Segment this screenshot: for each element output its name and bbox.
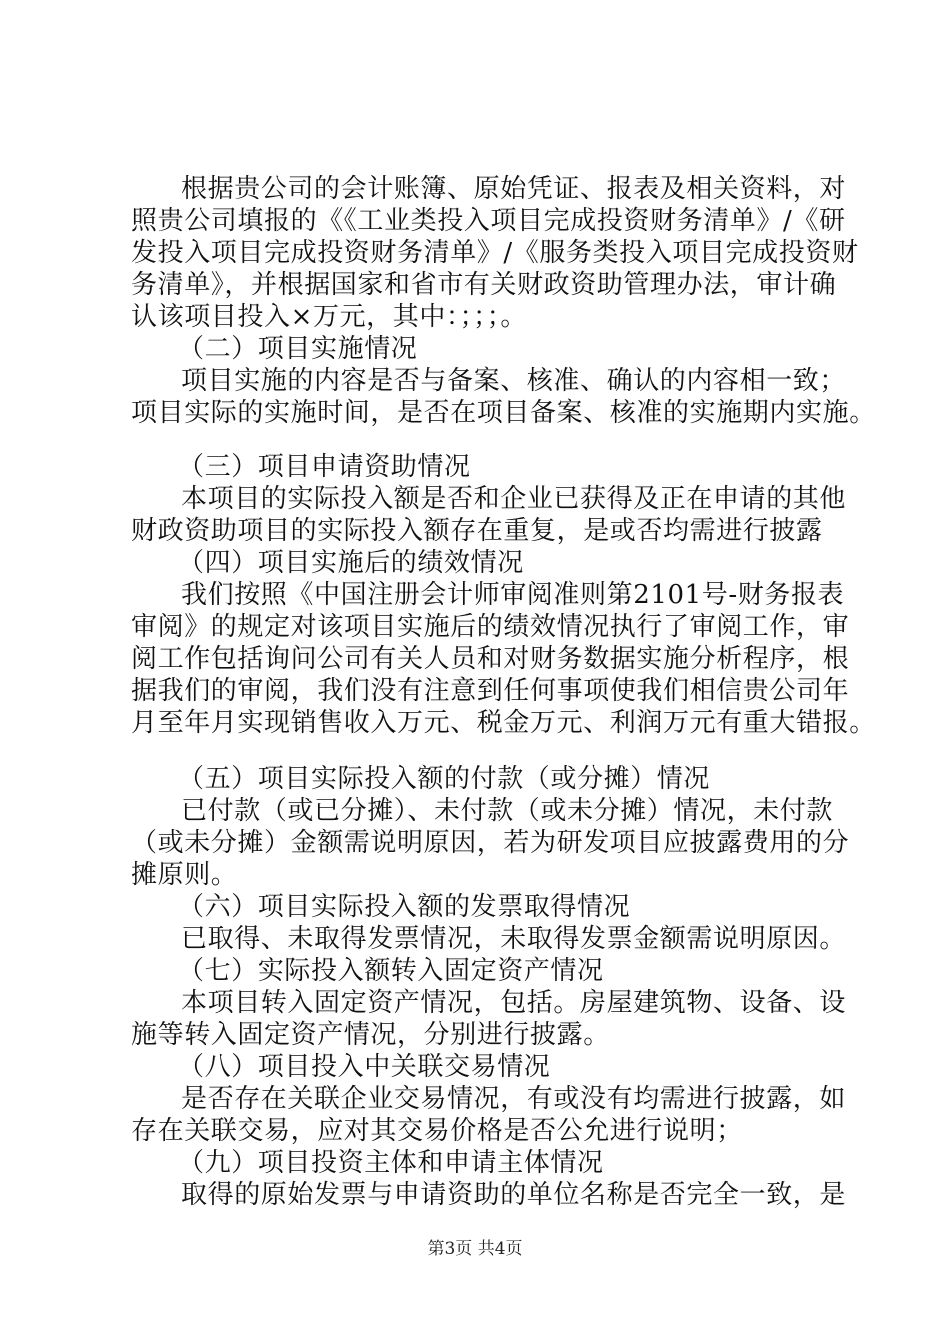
section-heading: （四）项目实施后的绩效情况	[178, 548, 524, 578]
text-line: 存在关联交易，应对其交易价格是否公允进行说明；	[131, 1116, 743, 1146]
text-line: 项目实际的实施时间，是否在项目备案、核准的实施期内实施。	[131, 398, 876, 428]
text-line: 取得的原始发票与申请资助的单位名称是否完全一致，是	[181, 1180, 847, 1210]
text-line: 务清单》，并根据国家和省市有关财政资助管理办法，审计确	[131, 270, 837, 300]
section-heading: （二）项目实施情况	[178, 334, 418, 364]
text-line: 照贵公司填报的《《工业类投入项目完成投资财务清单》/《研	[131, 206, 846, 236]
text-line: 施等转入固定资产情况，分别进行披露。	[131, 1020, 610, 1050]
text-line: 据我们的审阅，我们没有注意到任何事项使我们相信贵公司年	[131, 676, 850, 706]
text-line: 已取得、未取得发票情况，未取得发票金额需说明原因。	[181, 924, 847, 954]
text-line: （或未分摊）金额需说明原因，若为研发项目应披露费用的分	[131, 828, 850, 858]
text-line: 已付款（或已分摊）、未付款（或未分摊）情况，未付款	[181, 796, 834, 826]
section-heading: （九）项目投资主体和申请主体情况	[178, 1148, 604, 1178]
section-heading: （八）项目投入中关联交易情况	[178, 1052, 551, 1082]
section-heading: （七）实际投入额转入固定资产情况	[178, 956, 604, 986]
text-line: 审阅》的规定对该项目实施后的绩效情况执行了审阅工作，审	[131, 612, 850, 642]
text-line: 项目实施的内容是否与备案、核准、确认的内容相一致；	[181, 366, 847, 396]
section-heading: （五）项目实际投入额的付款（或分摊）情况	[178, 764, 711, 794]
text-line: 根据贵公司的会计账簿、原始凭证、报表及相关资料，对	[181, 174, 847, 204]
text-line: 认该项目投入×万元，其中：；；；。	[131, 302, 527, 332]
page-number-footer: 第3页 共4页	[427, 1239, 523, 1259]
text-line: 月至年月实现销售收入万元、税金万元、利润万元有重大错报。	[131, 708, 876, 738]
text-line: 摊原则。	[131, 860, 238, 890]
section-heading: （三）项目申请资助情况	[178, 452, 471, 482]
text-line: 发投入项目完成投资财务清单》/《服务类投入项目完成投资财	[131, 238, 859, 268]
text-line: 是否存在关联企业交易情况，有或没有均需进行披露，如	[181, 1084, 847, 1114]
text-line: 财政资助项目的实际投入额存在重复，是或否均需进行披露	[131, 516, 823, 546]
text-line: 本项目转入固定资产情况，包括。房屋建筑物、设备、设	[181, 988, 847, 1018]
text-line: 本项目的实际投入额是否和企业已获得及正在申请的其他	[181, 484, 847, 514]
text-line: 阅工作包括询问公司有关人员和对财务数据实施分析程序，根	[131, 644, 850, 674]
section-heading: （六）项目实际投入额的发票取得情况	[178, 892, 631, 922]
text-line: 我们按照《中国注册会计师审阅准则第2101号-财务报表	[181, 580, 845, 610]
